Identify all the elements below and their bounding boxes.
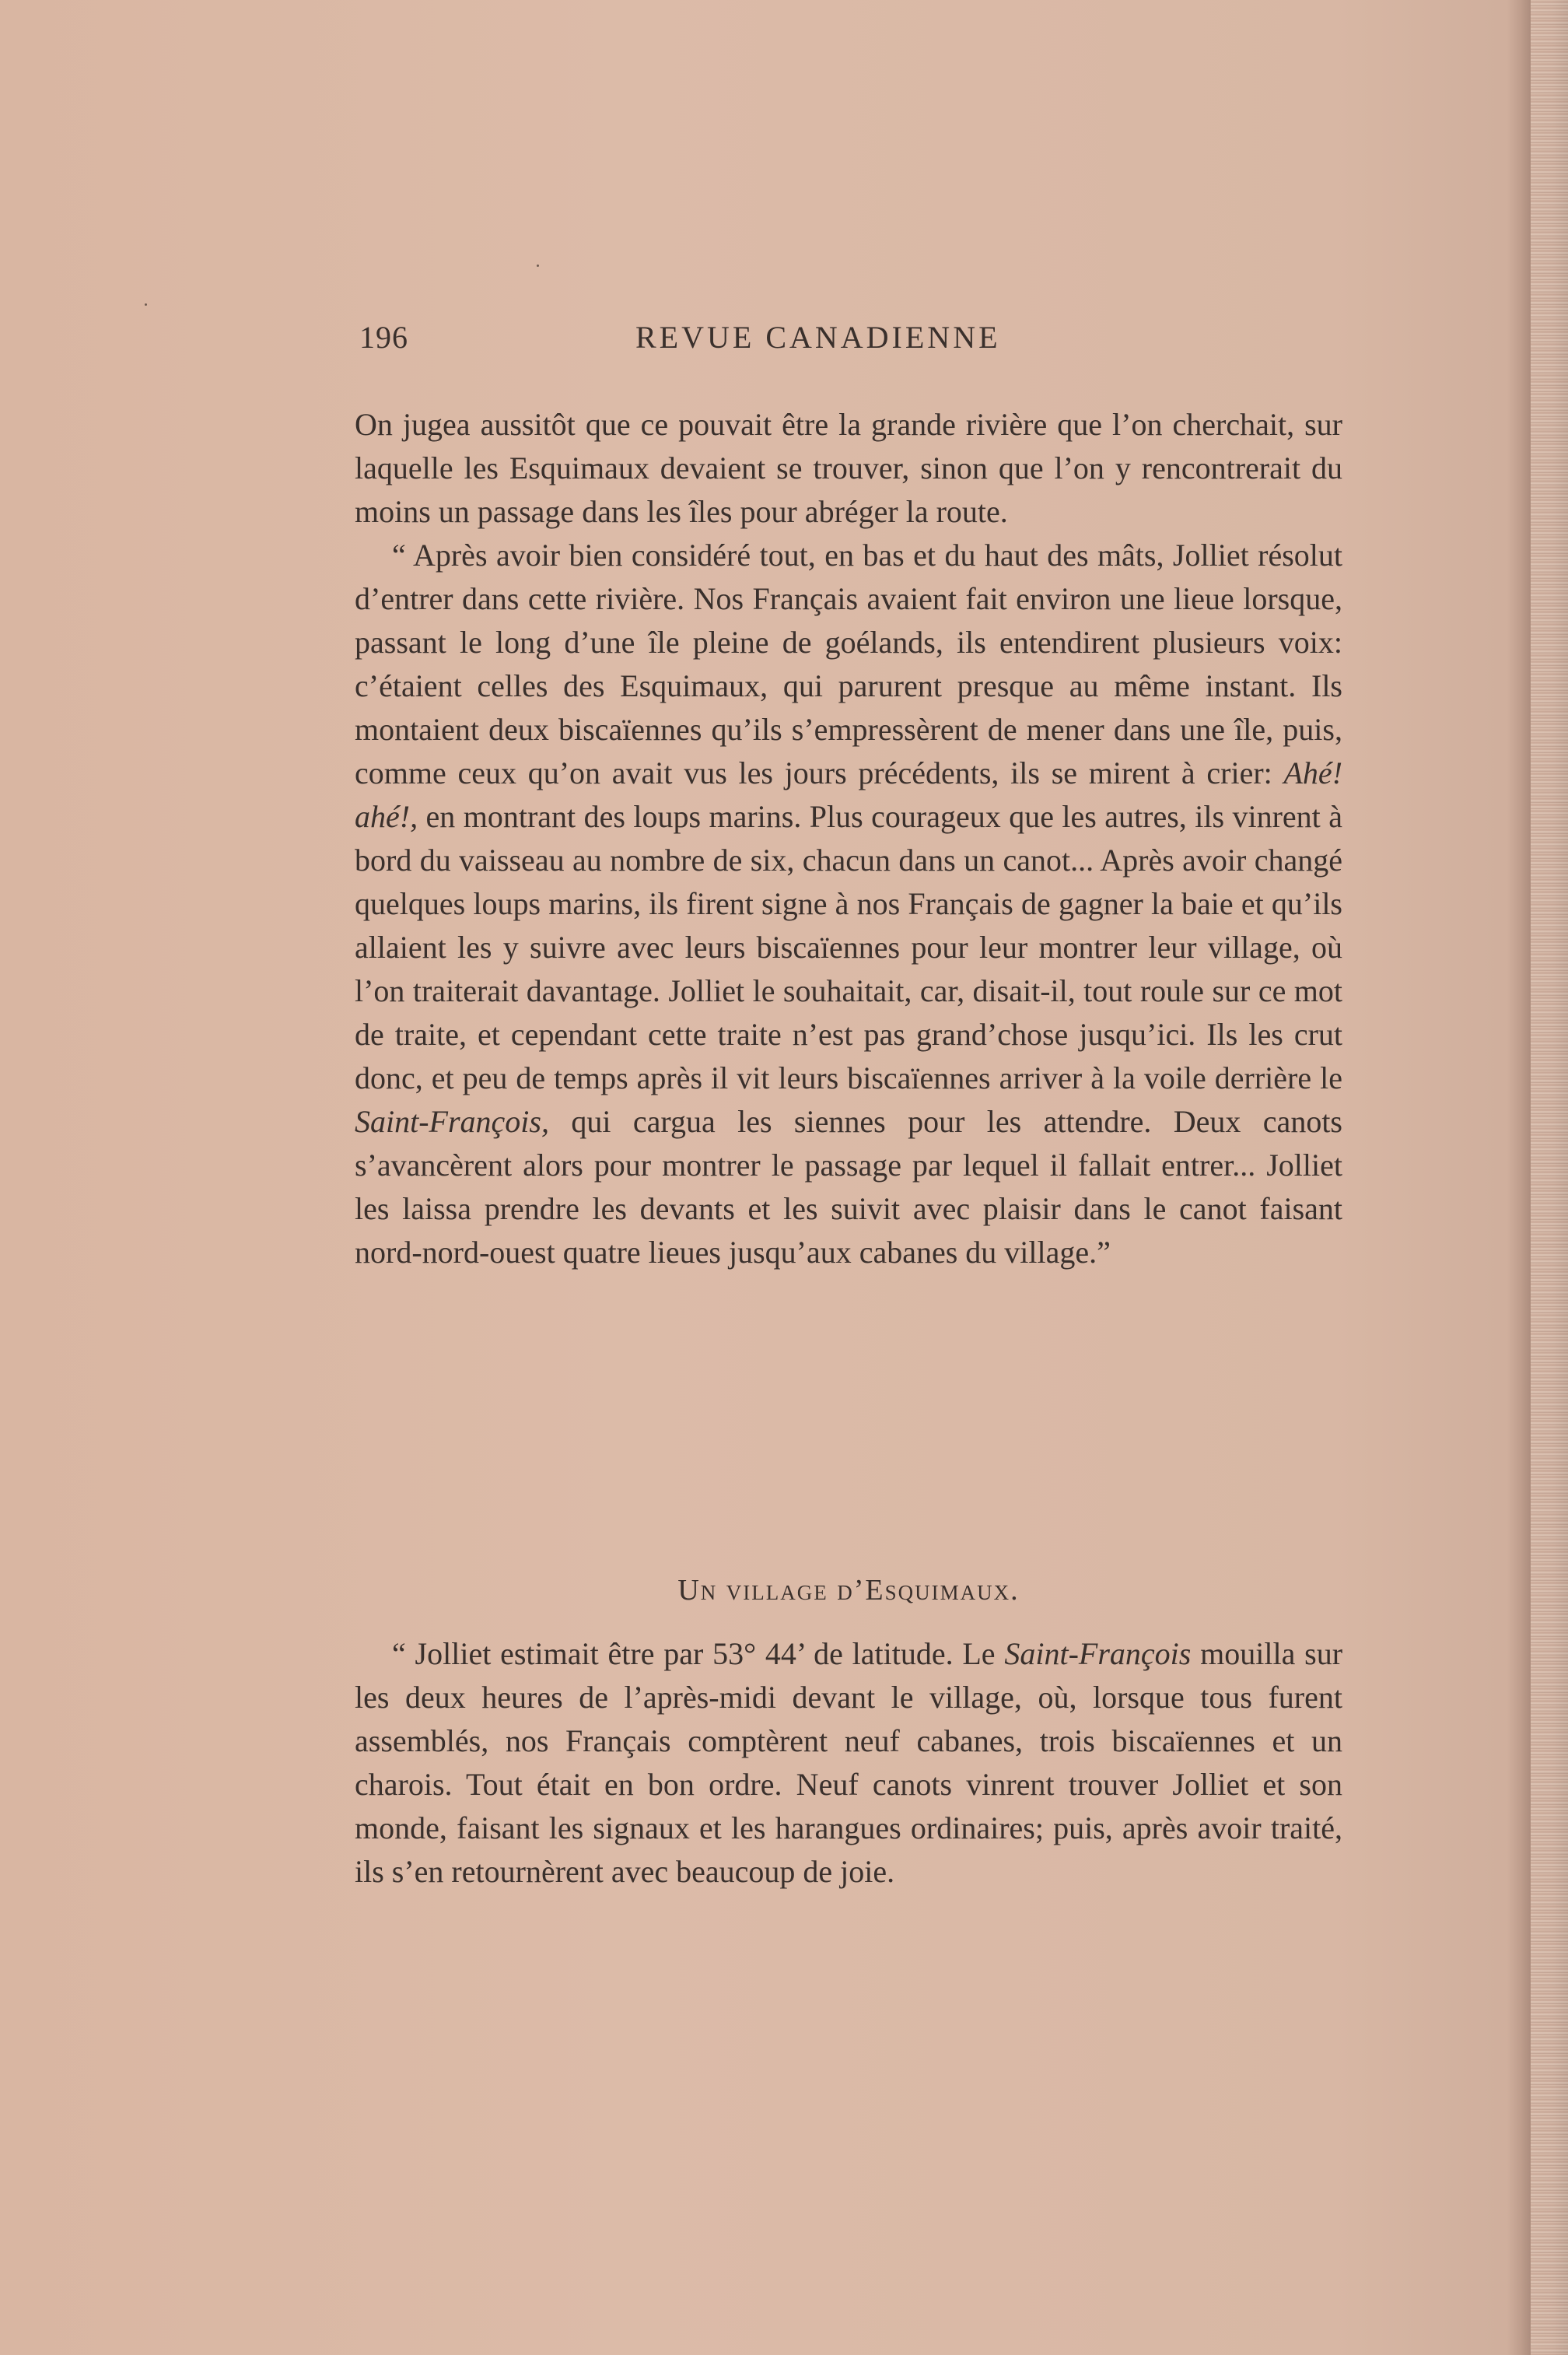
- page-number: 196: [359, 320, 408, 355]
- page-edge: [1531, 0, 1568, 2355]
- exclamation-italic: Ahé! ahé!,: [355, 755, 1343, 834]
- page-fold-shadow: [1507, 0, 1531, 2355]
- ship-name-italic: Saint-François,: [355, 1104, 549, 1139]
- section-heading: Un village d’Esquimaux.: [677, 1574, 1020, 1607]
- paragraph-2-text-c: qui cargua les siennes pour les attendre. Deux canots s’avancèrent alors pour montrer le passage par lequel il fallait entrer... Jolliet les laissa prendre les devants et les suivit avec plaisir dans le canot faisant nord-nord-ouest quatre lieues jusqu’aux cabanes du village.”: [355, 1104, 1342, 1270]
- running-title: REVUE CANADIENNE: [635, 320, 1001, 355]
- paragraph-1: [355, 403, 1342, 534]
- paragraph-2: [355, 534, 1342, 1274]
- section-text: [355, 1632, 1342, 1894]
- paragraph-1-text: On jugea aussitôt que ce pouvait être la grande rivière que l’on cherchait, sur laquelle les Esquimaux devaient se trouver, sinon que l’on y rencontrerait du moins un passage dans les îles pour abréger la route.: [355, 407, 1342, 529]
- ship-name-italic-2: Saint-François: [1004, 1636, 1192, 1671]
- paragraph-3-text-a: “ Jolliet estimait être par 53° 44’ de latitude. Le: [392, 1636, 996, 1671]
- paragraph-3: [355, 1632, 1342, 1894]
- paragraph-3-text-b: mouilla sur les deux heures de l’après-midi devant le village, où, lorsque tous furent assemblés, nos Français comptèrent neuf cabanes, trois biscaïennes et un charois. Tout était en bon ordre. Neuf canots vinrent trouver Jolliet et son monde, faisant les signaux et les harangues ordinaires; puis, après avoir traité, ils s’en retournèrent avec beaucoup de joie.: [355, 1636, 1343, 1889]
- main-text: [355, 403, 1342, 1274]
- page-header: [359, 319, 1363, 366]
- paper-speck: [145, 303, 147, 306]
- paper-speck: [537, 265, 539, 267]
- paragraph-2-text-a: “ Après avoir bien considéré tout, en bas et du haut des mâts, Jolliet résolut d’entrer dans cette rivière. Nos Français avaient fait environ une lieue lorsque, passant le long d’une île pleine de goélands, ils entendirent plusieurs voix: c’étaient celles des Esquimaux, qui parurent presque au même instant. Ils montaient deux biscaïennes qu’ils s’empressèrent de mener dans une île, puis, comme ceux qu’on avait vus les jours précédents, ils se mirent à crier:: [355, 538, 1342, 790]
- paragraph-2-text-b: en montrant des loups marins. Plus courageux que les autres, ils vinrent à bord du vaisseau au nombre de six, chacun dans un canot... Après avoir changé quelques loups marins, ils firent signe à nos Français de gagner la baie et qu’ils allaient les y suivre avec leurs biscaïennes pour leur montrer leur village, où l’on traiterait davantage. Jolliet le souhaitait, car, disait-il, tout roule sur ce mot de traite, et cependant cette traite n’est pas grand’chose jusqu’ici. Ils les crut donc, et peu de temps après il vit leurs biscaïennes arriver à la voile derrière le: [355, 799, 1342, 1095]
